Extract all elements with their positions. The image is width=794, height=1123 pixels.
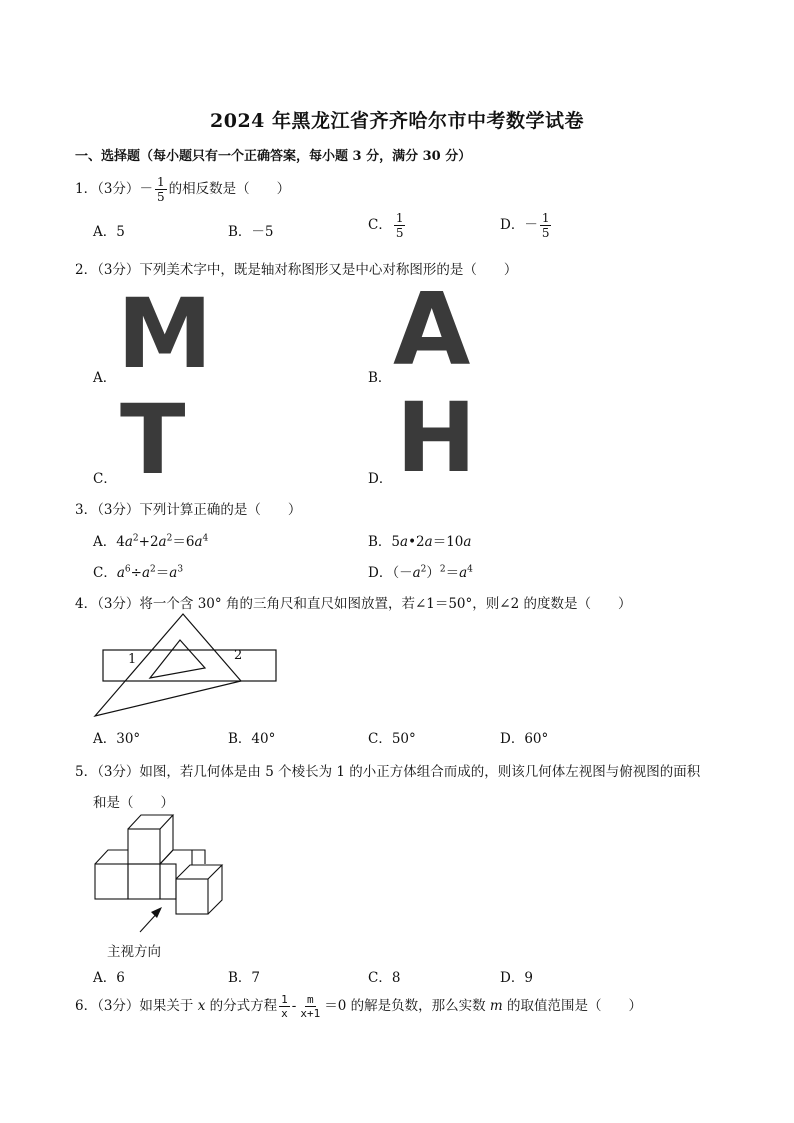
- q1-neg: －: [139, 181, 153, 197]
- question-4: 4．（3分）将一个含 30° 角的三角尺和直尺如图放置，若∠1＝50°，则∠2 的度数是（ ）: [75, 596, 632, 612]
- q3-option-a[interactable]: A．$4a^2+2a^2=6a^4$: [93, 533, 209, 550]
- question-5-line-1: 5．（3分）如图，若几何体是由 5 个棱长为 1 的小正方体组合而成的，则该几何体左视图与俯视图的面积: [75, 764, 701, 780]
- q5-option-b[interactable]: B．7: [228, 970, 261, 986]
- cube-front-right: [176, 879, 208, 914]
- q3-option-d[interactable]: D．$(-a^2)^2=a^4$: [368, 564, 473, 581]
- question-3: 3．（3分）下列计算正确的是（ ）: [75, 502, 302, 518]
- cube-bottom-1: [95, 864, 128, 899]
- q1-fraction: $\frac{1}{5}$: [156, 175, 165, 204]
- q5-option-a[interactable]: A．6: [93, 970, 125, 986]
- cube-top-front: [128, 829, 160, 864]
- section-heading: 一、选择题（每小题只有一个正确答案，每小题 3 分，满分 30 分）: [75, 149, 472, 164]
- q4-option-b[interactable]: B．40°: [228, 731, 276, 747]
- view-direction-label: 主视方向: [107, 944, 161, 960]
- q5-option-c[interactable]: C．8: [368, 970, 401, 986]
- letter-m-image: M: [117, 278, 213, 390]
- arrow-head-icon: [151, 907, 162, 918]
- q5-option-d[interactable]: D．9: [500, 970, 533, 986]
- q2-option-b-label[interactable]: B．: [368, 370, 392, 386]
- cube-bottom-2: [128, 864, 160, 899]
- q4-option-c[interactable]: C．50°: [368, 731, 416, 747]
- q1-text: 的相反数是（ ）: [168, 181, 291, 197]
- q6-fraction-2: $\frac{m}{x+1}$: [300, 993, 321, 1020]
- page-title: 2024 年黑龙江省齐齐哈尔市中考数学试卷: [210, 110, 584, 132]
- q4-option-d[interactable]: D．60°: [500, 731, 549, 747]
- letter-t-image: T: [120, 384, 186, 496]
- angle-2-label: 2: [234, 648, 243, 663]
- q2-option-d-label[interactable]: D．: [368, 471, 393, 487]
- letter-h-image: H: [396, 382, 477, 494]
- angle-1-label: 1: [128, 652, 137, 667]
- q1-number: 1．（3分）: [75, 181, 140, 197]
- q1-option-c[interactable]: C． $\frac{1}{5}$: [368, 211, 404, 240]
- q2-option-a-label[interactable]: A．: [93, 370, 117, 386]
- cube-left-lid: [95, 850, 128, 864]
- question-2: 2．（3分）下列美术字中，既是轴对称图形又是中心对称图形的是（ ）: [75, 262, 518, 278]
- q2-option-c-label[interactable]: C．: [93, 471, 117, 487]
- q1-option-a[interactable]: A．5: [93, 224, 125, 240]
- cube-top-lid: [128, 815, 173, 829]
- cube-right-back: [173, 850, 205, 864]
- q4-option-a[interactable]: A．30°: [93, 731, 141, 747]
- q6-fraction-1: $\frac{1}{x}$: [281, 993, 288, 1020]
- question-5-line-2: 和是（ ）: [93, 795, 174, 811]
- q1-option-b[interactable]: B．－5: [228, 224, 274, 240]
- cube-bottom-3: [160, 864, 176, 899]
- question-6: 6．（3分）如果关于 x 的分式方程 $\frac{1}{x}$ - $\frac{m}{x+1}$ ＝0 的解是负数，那么实数 m 的取值范围是（ ）: [75, 993, 642, 1020]
- q1-option-d[interactable]: D．－ $\frac{1}{5}$: [500, 211, 550, 240]
- q3-option-c[interactable]: C．$a^6\div a^2=a^3$: [93, 564, 184, 581]
- letter-a-image: A: [393, 271, 471, 388]
- q3-option-b[interactable]: B．5a•2a＝10a: [368, 534, 472, 550]
